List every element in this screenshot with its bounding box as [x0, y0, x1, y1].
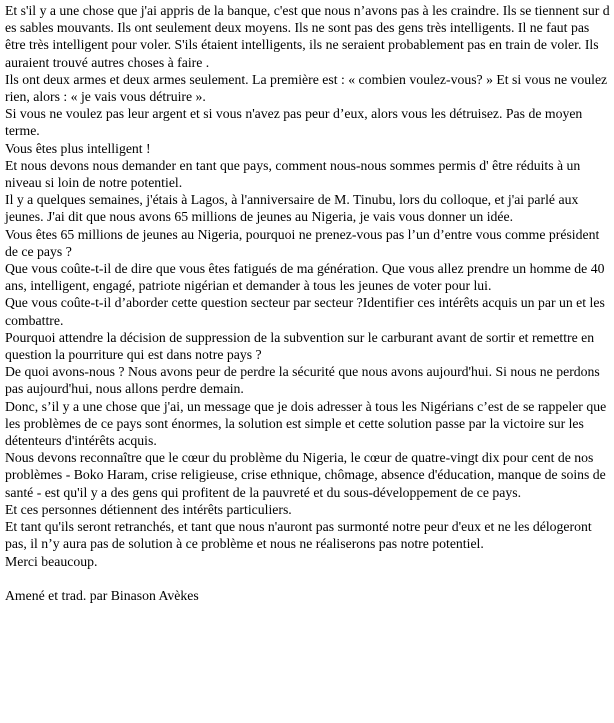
paragraph: Que vous coûte-t-il de dire que vous êtes fatigués de ma génération. Que vous allez prendre un homme de 40 ans, intelligent, engagé, patriote nigérian et demander à tous les jeunes de voter pour lui.: [5, 261, 605, 294]
paragraph: Vous êtes 65 millions de jeunes au Nigeria, pourquoi ne prenez-vous pas l’un d’entre vous comme président de ce pays ?: [5, 226, 600, 259]
signature: Amené et trad. par Binason Avèkes: [5, 587, 199, 603]
paragraph: Donc, s’il y a une chose que j'ai, un message que je dois adresser à tous les Nigérians c’est de se rappeler que les problèmes de ce pays sont énormes, la solution est simple et cette solution passe par la victoire sur les détenteurs d'intérêts acquis.: [5, 398, 607, 449]
paragraph: Nous devons reconnaître que le cœur du problème du Nigeria, le cœur de quatre-vingt dix pour cent de nos problèmes - Boko Haram, crise religieuse, crise ethnique, chômage, absence d'éducation, manque de soins de santé - est qu'il y a des gens qui profitent de la pauvreté et du sous-développement de ce pays.: [5, 450, 606, 500]
paragraph: Si vous ne voulez pas leur argent et si vous n'avez pas peur d’eux, alors vous les détruisez. Pas de moyen terme.: [5, 106, 583, 139]
paragraph: Merci beaucoup.: [5, 553, 98, 569]
paragraph: Ils ont deux armes et deux armes seulement. La première est : « combien voulez-vous? » Et si vous ne voulez rien, alors : « je vais vous détruire ».: [5, 71, 608, 105]
paragraph: Que vous coûte-t-il d’aborder cette question secteur par secteur ?Identifier ces intérêts acquis un par un et les combattre.: [5, 295, 605, 328]
paragraph: Et tant qu'ils seront retranchés, et tant que nous n'auront pas surmonté notre peur d'eux et ne les délogeront pas, il n’y aura pas de solution à ce problème et nous ne réaliserons pas notre potentiel.: [5, 519, 592, 552]
paragraph: Vous êtes plus intelligent !: [5, 140, 151, 156]
paragraph: De quoi avons-nous ? Nous avons peur de perdre la sécurité que nous avons aujourd'hui. Si nous ne perdons pas aujourd'hui, nous allons perdre demain.: [5, 364, 600, 397]
paragraph: Pourquoi attendre la décision de suppression de la subvention sur le carburant avant de sortir et remettre en question la pourriture qui est dans notre pays ?: [5, 329, 595, 363]
paragraph: Et s'il y a une chose que j'ai appris de la banque, c'est que nous n’avons pas à les craindre. Ils se tiennent sur d es sables mouvants. Ils ont seulement deux moyens. Ils ne sont pas des gens très intelligents. Il ne faut pas être très intelligent pour voler. S'ils étaient intelligents, ils ne seraient probablement pas en train de voler. Ils auraient trouvé autres choses à faire .: [5, 3, 610, 70]
blank-line: [5, 570, 610, 587]
paragraph: Et nous devons nous demander en tant que pays, comment nous-nous sommes permis d' être réduits à un niveau si loin de notre potentiel.: [5, 157, 581, 191]
paragraph: Il y a quelques semaines, j'étais à Lagos, à l'anniversaire de M. Tinubu, lors du colloque, et j'ai parlé aux jeunes. J'ai dit que nous avons 65 millions de jeunes au Nigeria, je vais vous donner un idée.: [5, 192, 579, 225]
paragraph: Et ces personnes détiennent des intérêts particuliers.: [5, 501, 292, 517]
